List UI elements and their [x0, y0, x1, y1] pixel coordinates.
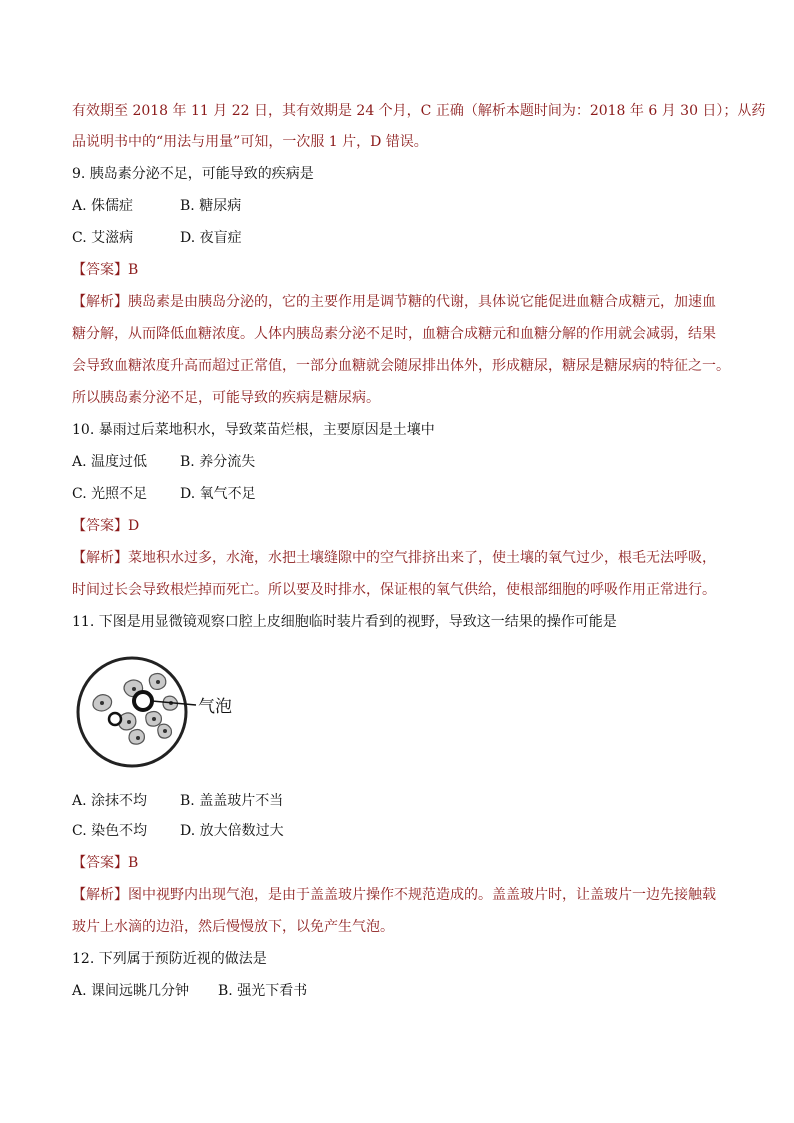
answer-tag: 【答案】: [72, 262, 128, 278]
q11-option-b: B. 盖盖玻片不当: [180, 793, 284, 809]
q10-option-c: C. 光照不足: [72, 486, 148, 502]
q12-option-b: B. 强光下看书: [218, 983, 308, 999]
q11-answer: [72, 853, 138, 873]
answer-value: B: [128, 262, 139, 278]
q11-option-d: D. 放大倍数过大: [180, 823, 284, 839]
q11-stem: 11. 下图是用显微镜观察口腔上皮细胞临时装片看到的视野，导致这一结果的操作可能是: [72, 614, 617, 630]
q10-option-d: D. 氧气不足: [180, 486, 256, 502]
q12-option-a: A. 课间远眺几分钟: [72, 983, 190, 999]
q11-options-row-1: [72, 791, 283, 811]
q10-option-b: B. 养分流失: [180, 454, 256, 470]
q10-analysis-line-2: 时间过长会导致根烂掉而死亡。所以要及时排水，保证根的氧气供给，使根部细胞的呼吸作用正常进行。: [72, 582, 716, 598]
q9-analysis-line-3: 会导致血糖浓度升高而超过正常值，一部分血糖就会随尿排出体外，形成糖尿，糖尿是糖尿病的特征之一。: [72, 358, 730, 374]
q9-option-d: D. 夜盲症: [180, 230, 242, 246]
q9-option-c: C. 艾滋病: [72, 230, 134, 246]
epithelial-cells: [93, 674, 177, 745]
q10-answer: [72, 516, 139, 536]
field-of-view-circle: [78, 658, 186, 766]
intro-line-2: 品说明书中的“用法与用量”可知，一次服 1 片，D 错误。: [72, 134, 428, 150]
q10-options-row-2: [72, 484, 256, 504]
analysis-text: 菜地积水过多，水淹，水把土壤缝隙中的空气排挤出来了，使土壤的氧气过少，根毛无法呼吸，: [128, 550, 716, 566]
q11-analysis-line-1: [72, 885, 716, 905]
answer-tag: 【答案】: [72, 855, 128, 871]
q11-analysis-line-2: 玻片上水滴的边沿，然后慢慢放下，以免产生气泡。: [72, 919, 394, 935]
answer-value: D: [128, 518, 140, 534]
microscope-field-figure: [74, 655, 264, 770]
q11-option-c: C. 染色不均: [72, 823, 148, 839]
q10-option-a: A. 温度过低: [72, 454, 148, 470]
analysis-tag: 【解析】: [72, 887, 128, 903]
air-bubble-small: [109, 713, 121, 725]
q9-analysis-line-4: 所以胰岛素分泌不足，可能导致的疾病是糖尿病。: [72, 390, 380, 406]
air-bubble-large: [134, 692, 152, 710]
answer-tag: 【答案】: [72, 518, 128, 534]
q12-options-row-1: [72, 981, 307, 1001]
q9-options-row-2: [72, 228, 242, 248]
q11-option-a: A. 涂抹不均: [72, 793, 148, 809]
q11-options-row-2: [72, 821, 284, 841]
q9-analysis-line-2: 糖分解，从而降低血糖浓度。人体内胰岛素分泌不足时，血糖合成糖元和血糖分解的作用就会减弱，结果: [72, 326, 716, 342]
q9-option-a: A. 侏儒症: [72, 198, 134, 214]
analysis-text: 胰岛素是由胰岛分泌的，它的主要作用是调节糖的代谢，具体说它能促进血糖合成糖元，加速血: [128, 294, 716, 310]
q10-analysis-line-1: [72, 548, 716, 568]
figure-label-bubble: 气泡: [198, 697, 232, 717]
analysis-text: 图中视野内出现气泡，是由于盖盖玻片操作不规范造成的。盖盖玻片时，让盖玻片一边先接触载: [128, 887, 716, 903]
intro-line-1: 有效期至 2018 年 11 月 22 日，其有效期是 24 个月，C 正确（解析本题时间为：2018 年 6 月 30 日）；从药: [72, 103, 766, 119]
analysis-tag: 【解析】: [72, 294, 128, 310]
answer-value: B: [128, 855, 139, 871]
q9-option-b: B. 糖尿病: [180, 198, 242, 214]
q10-stem: 10. 暴雨过后菜地积水，导致菜苗烂根，主要原因是土壤中: [72, 422, 435, 438]
q12-stem: 12. 下列属于预防近视的做法是: [72, 951, 267, 967]
q9-analysis-line-1: [72, 292, 716, 312]
q9-options-row-1: [72, 196, 241, 216]
analysis-tag: 【解析】: [72, 550, 128, 566]
q10-options-row-1: [72, 452, 255, 472]
q9-answer: [72, 260, 138, 280]
q9-stem: 9. 胰岛素分泌不足，可能导致的疾病是: [72, 166, 314, 182]
